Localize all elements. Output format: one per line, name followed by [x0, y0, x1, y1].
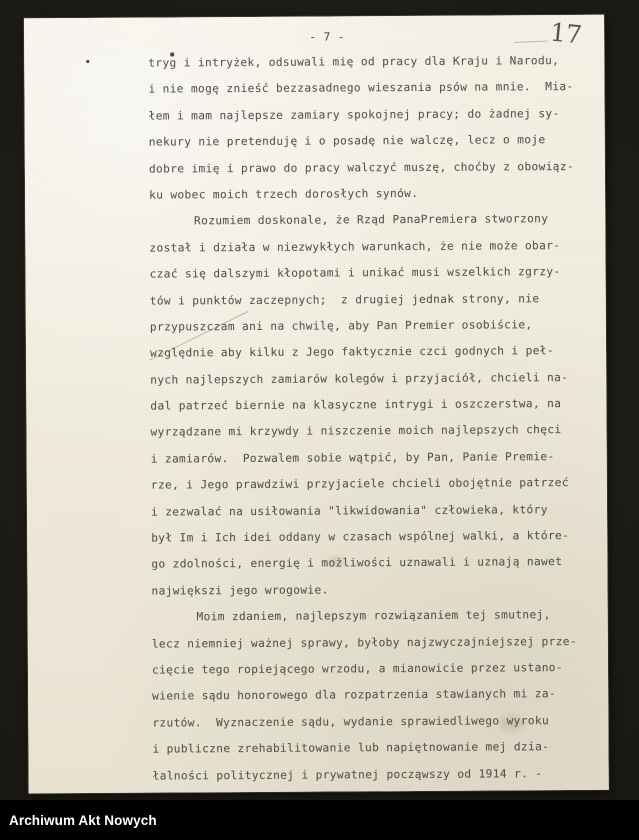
- document-line: łalności politycznej i prywatnej począwszy od 1914 r. -: [152, 766, 543, 783]
- document-line: nekury nie pretenduję i o posadę nie walczę, lecz o moje: [148, 133, 546, 149]
- archive-caption-bar: [0, 800, 639, 840]
- document-line: dobre imię i prawo do pracy walczyć muszę, choćby z obowiąz-: [148, 159, 575, 176]
- document-line: lecz niemniej ważnej sprawy, byłoby najzwyczajniejszej prze-: [151, 634, 577, 651]
- archive-name-label: Archiwum Akt Nowych: [9, 812, 157, 828]
- document-line: go zdolności, energię i możliwości uznawali i uznają nawet: [151, 555, 563, 572]
- document-line: ku wobec moich trzech dorosłych synów.: [149, 186, 419, 202]
- document-line: i publiczne zrehabilitowanie lub napiętnowanie mej dzia-: [152, 740, 550, 756]
- document-line: przypuszczam ani na chwilę, aby Pan Premier osobiście,: [149, 318, 533, 334]
- document-line: Rozumiem doskonale, że Rząd PanaPremiera stworzony: [194, 212, 549, 228]
- document-line: tów i punktów zaczepnych; z drugiej jednak strony, nie: [149, 291, 540, 308]
- document-line: nych najlepszych zamiarów kolegów i przyjaciół, chcieli na-: [150, 370, 569, 387]
- document-line: cięcie tego ropiejącego wrzodu, a mianowicie przez ustano-: [151, 661, 563, 677]
- page-number-marker: - 7 -: [309, 30, 345, 44]
- document-line: i zamiarów. Pozwalem sobie wątpić, by Pan, Panie Premie-: [150, 449, 555, 466]
- document-line: rzutów. Wyznaczenie sądu, wydanie sprawiedliwego wyroku: [152, 713, 550, 730]
- document-line: największi jego wrogowie.: [151, 583, 329, 598]
- document-line: wyrządzane mi krzywdy i niszczenie moich najlepszych chęci: [150, 423, 562, 440]
- document-line: dal patrzeć biernie na klasyczne intrygi i oszczerstwa, na: [150, 397, 562, 413]
- document-line: był Im i Ich idei oddany w czasach wspólnej walki, a które-: [151, 529, 570, 545]
- document-page: [24, 15, 609, 794]
- document-line: czać się dalszymi kłopotami i unikać musi wszelkich zgrzy-: [149, 265, 561, 281]
- document-line: Moim zdaniem, najlepszym rozwiązaniem tej smutnej,: [196, 608, 551, 624]
- document-body: [148, 48, 599, 790]
- document-line: łem i mam najlepsze zamiary spokojnej pracy; do żadnej sy-: [148, 106, 560, 123]
- document-line: względnie aby kilku z Jego faktycznie czci godnych i peł-: [150, 344, 554, 360]
- document-line: i nie mogę znieść bezzasadnego wieszania psów na mnie. Mia-: [148, 80, 574, 96]
- paper-speck: [86, 60, 89, 63]
- document-line: wienie sądu honorowego dla rozpatrzenia stawianych mi za-: [152, 687, 557, 703]
- document-line: tryg i intryżek, odsuwali mię od pracy dla Kraju i Narodu,: [148, 54, 560, 70]
- document-line: został i działa w niezwykłych warunkach, że nie może obar-: [149, 238, 561, 255]
- folio-number: 17: [548, 17, 584, 50]
- document-line: i zezwalać na usiłowania "likwidowania" człowieka, który: [150, 502, 548, 519]
- document-line: rze, i Jego prawdziwi przyjaciele chcieli obojętnie patrzeć: [150, 476, 569, 492]
